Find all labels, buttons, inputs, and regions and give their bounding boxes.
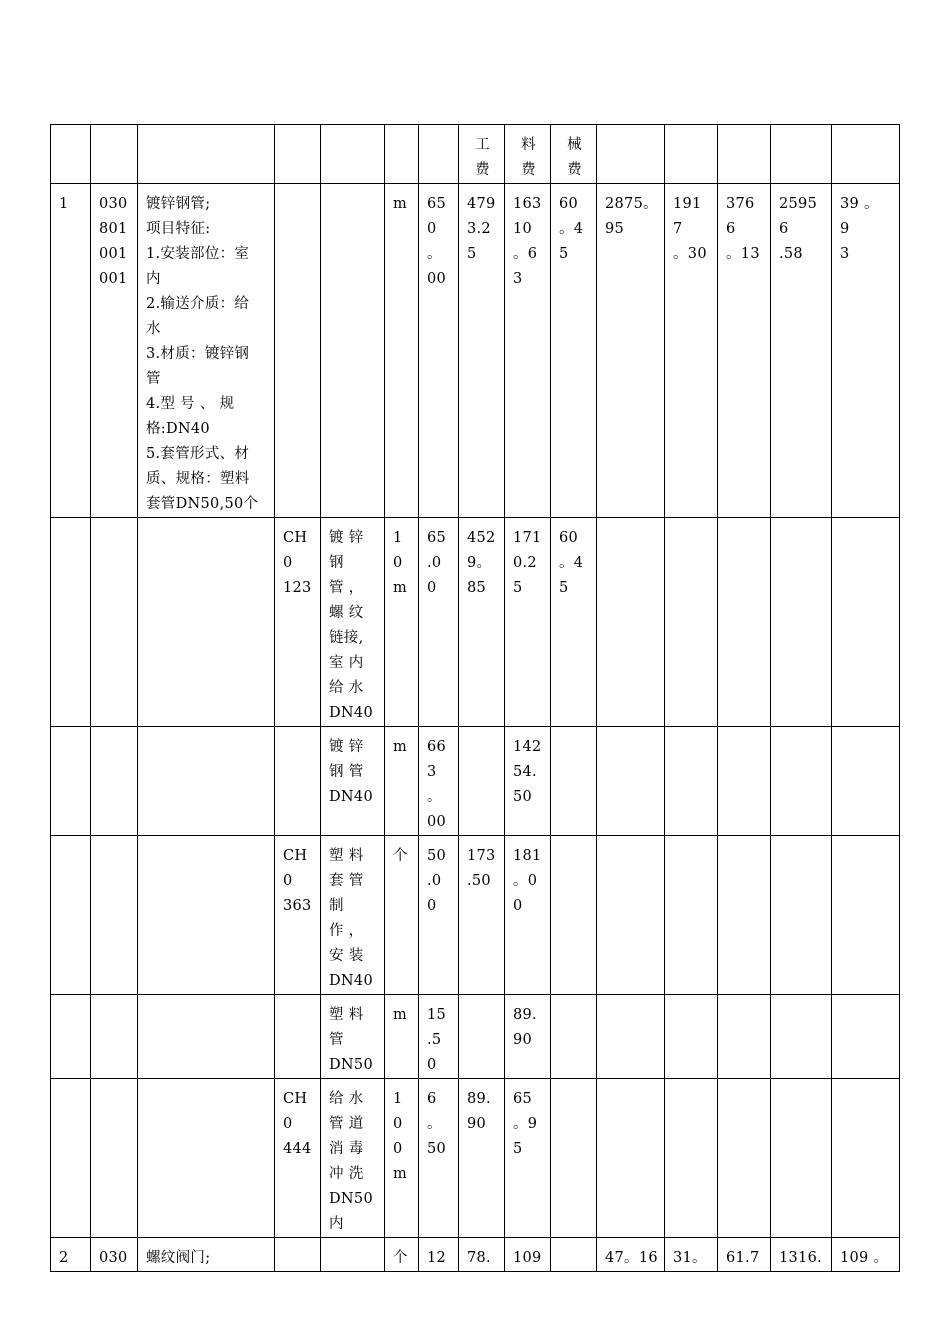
table-cell	[551, 836, 597, 995]
table-row	[51, 995, 900, 1079]
table-cell: 1 0 0 m	[385, 1079, 419, 1238]
table-cell: 给 水 管 道 消 毒 冲 洗 DN50 内	[321, 1079, 385, 1238]
table-cell: 1 0 m	[385, 518, 419, 727]
table-cell: 65 .0 0	[419, 518, 459, 727]
table-cell	[138, 1079, 275, 1238]
table-cell: 塑 料 套 管 制 作 ， 安 装 DN40	[321, 836, 385, 995]
table-cell	[275, 184, 321, 518]
table-cell	[718, 727, 771, 836]
table-cell: 1316.	[771, 1238, 832, 1272]
table-cell	[385, 125, 419, 184]
table-cell: 械 费	[551, 125, 597, 184]
table-cell: 工 费	[459, 125, 505, 184]
table-cell	[51, 836, 91, 995]
table-cell	[51, 1079, 91, 1238]
table-row	[51, 1079, 900, 1238]
table-cell	[275, 995, 321, 1079]
table-cell: m	[385, 727, 419, 836]
table-cell: 479 3.2 5	[459, 184, 505, 518]
table-cell: 50 .0 0	[419, 836, 459, 995]
table-cell: 78.	[459, 1238, 505, 1272]
table-cell: CH0 123	[275, 518, 321, 727]
table-cell	[718, 836, 771, 995]
table-cell	[275, 1238, 321, 1272]
table-cell: m	[385, 995, 419, 1079]
table-cell	[91, 995, 138, 1079]
header-row	[51, 125, 900, 184]
table-cell	[832, 518, 900, 727]
table-cell: 个	[385, 1238, 419, 1272]
table-cell: 109	[505, 1238, 551, 1272]
table-cell	[551, 1079, 597, 1238]
table-cell	[551, 727, 597, 836]
table-cell	[321, 184, 385, 518]
table-cell	[665, 836, 718, 995]
table-row	[51, 836, 900, 995]
table-cell	[51, 125, 91, 184]
table-cell	[138, 836, 275, 995]
table-cell	[321, 1238, 385, 1272]
table-cell: 料 费	[505, 125, 551, 184]
table-cell	[665, 518, 718, 727]
table-cell: 1	[51, 184, 91, 518]
table-cell	[91, 1079, 138, 1238]
table-cell: 163 10 。6 3	[505, 184, 551, 518]
table-cell	[597, 125, 665, 184]
table-cell	[597, 995, 665, 1079]
table-cell: 12	[419, 1238, 459, 1272]
table-cell: 171 0.2 5	[505, 518, 551, 727]
table-cell: 89. 90	[505, 995, 551, 1079]
table-cell	[138, 125, 275, 184]
table-cell: 39 。 9 3	[832, 184, 900, 518]
table-cell	[91, 727, 138, 836]
table-cell: 030	[91, 1238, 138, 1272]
table-cell: 6 。 50	[419, 1079, 459, 1238]
table-cell	[832, 1079, 900, 1238]
table-cell	[718, 125, 771, 184]
table-cell	[665, 1079, 718, 1238]
table-cell: 25956 .58	[771, 184, 832, 518]
table-cell: 61.7	[718, 1238, 771, 1272]
table-cell: 452 9。 85	[459, 518, 505, 727]
table-cell: CH0 363	[275, 836, 321, 995]
table-cell: 65 。9 5	[505, 1079, 551, 1238]
table-cell: m	[385, 184, 419, 518]
table-cell	[551, 1238, 597, 1272]
table-row	[51, 727, 900, 836]
table-row	[51, 518, 900, 727]
table-cell	[665, 125, 718, 184]
table-cell: 31。	[665, 1238, 718, 1272]
table-cell	[832, 727, 900, 836]
table-row	[51, 1238, 900, 1272]
table-cell	[718, 1079, 771, 1238]
table-cell	[832, 125, 900, 184]
table-cell	[771, 727, 832, 836]
table-cell	[771, 518, 832, 727]
table-cell: 镀锌钢管; 项目特征: 1.安装部位：室 内 2.输送介质：给 水 3.材质：镀锌钢 管 4.型 号 、 规 格:DN40 5.套管形式、材 质、规格：塑料 套管DN50,50个	[138, 184, 275, 518]
table-cell	[771, 125, 832, 184]
table-cell	[51, 727, 91, 836]
table-cell	[665, 995, 718, 1079]
table-cell: 3766 。13	[718, 184, 771, 518]
table-cell: 1917 。30	[665, 184, 718, 518]
table-cell	[718, 995, 771, 1079]
table-cell	[138, 518, 275, 727]
table-cell	[51, 995, 91, 1079]
table-cell	[551, 995, 597, 1079]
table-cell: 2875。 95	[597, 184, 665, 518]
cost-table	[50, 124, 900, 1272]
table-cell: 60 。4 5	[551, 518, 597, 727]
table-cell	[275, 727, 321, 836]
table-cell	[321, 125, 385, 184]
table-cell	[275, 125, 321, 184]
table-row	[51, 184, 900, 518]
table-cell: 142 54. 50	[505, 727, 551, 836]
table-cell	[91, 836, 138, 995]
table-cell: 109 。	[832, 1238, 900, 1272]
table-cell: 螺纹阀门;	[138, 1238, 275, 1272]
table-cell	[138, 995, 275, 1079]
table-cell	[459, 727, 505, 836]
table-cell	[459, 995, 505, 1079]
table-cell: 181 。0 0	[505, 836, 551, 995]
table-cell	[91, 518, 138, 727]
table-cell	[597, 518, 665, 727]
table-cell	[597, 727, 665, 836]
table-cell: 89. 90	[459, 1079, 505, 1238]
table-cell: 030 801 001 001	[91, 184, 138, 518]
table-cell: 塑 料 管 DN50	[321, 995, 385, 1079]
table-cell	[665, 727, 718, 836]
table-cell	[51, 518, 91, 727]
table-cell: 个	[385, 836, 419, 995]
table-cell: CH0 444	[275, 1079, 321, 1238]
table-cell	[832, 995, 900, 1079]
table-cell	[138, 727, 275, 836]
table-cell: 173 .50	[459, 836, 505, 995]
table-cell	[771, 1079, 832, 1238]
table-cell: 65 0 。 00	[419, 184, 459, 518]
table-cell	[597, 836, 665, 995]
table-cell: 2	[51, 1238, 91, 1272]
table-cell	[771, 995, 832, 1079]
table-cell	[419, 125, 459, 184]
table-cell: 47。16	[597, 1238, 665, 1272]
table-cell: 镀 锌 钢 管 ， 螺 纹 链接, 室 内 给 水 DN40	[321, 518, 385, 727]
table-cell: 镀 锌 钢 管 DN40	[321, 727, 385, 836]
table-cell: 15 .5 0	[419, 995, 459, 1079]
table-cell: 60 。4 5	[551, 184, 597, 518]
table-cell	[771, 836, 832, 995]
table-cell	[597, 1079, 665, 1238]
table-cell	[832, 836, 900, 995]
table-cell	[91, 125, 138, 184]
table-cell: 66 3 。 00	[419, 727, 459, 836]
table-cell	[718, 518, 771, 727]
